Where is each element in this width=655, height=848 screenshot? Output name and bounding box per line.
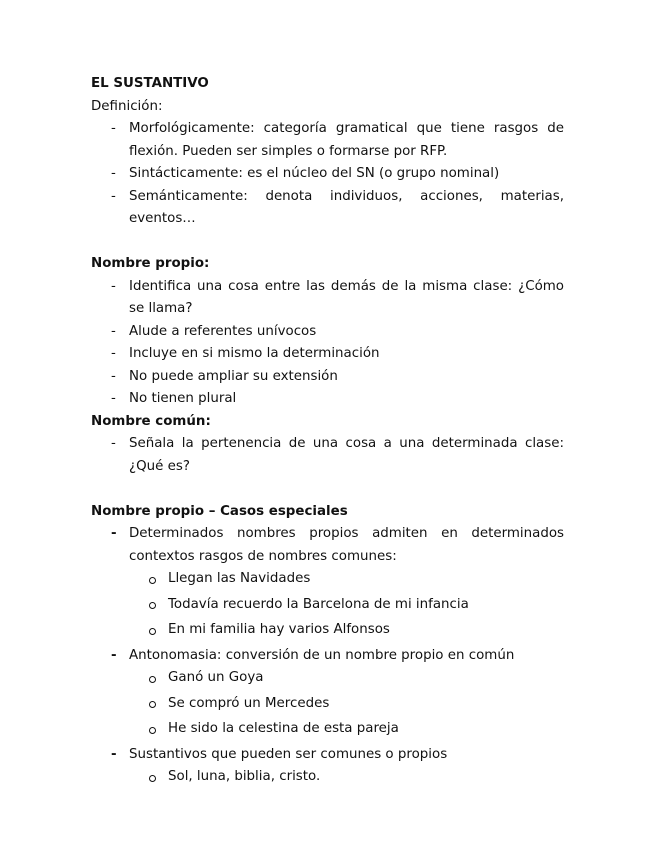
list-item: - Identifica una cosa entre las demás de la misma clase: ¿Cómo se llama? <box>111 278 564 316</box>
comun-list <box>91 433 564 478</box>
list-item: - No tienen plural <box>111 391 237 406</box>
list-item: - Alude a referentes unívocos <box>111 323 317 339</box>
sublist <box>129 667 564 741</box>
propio-heading: Nombre propio: <box>91 256 210 271</box>
sub-item: Se compró un Mercedes <box>91 693 564 716</box>
casos-heading: Nombre propio – Casos especiales <box>91 503 348 519</box>
list-item: - No puede ampliar su extensión <box>111 368 338 384</box>
list-item: - Sustantivos que pueden ser comunes o propios Sol, luna, biblia, cristo. <box>91 744 564 789</box>
definicion-list <box>91 118 564 231</box>
document-title: EL SUSTANTIVO <box>91 76 209 91</box>
document-page <box>91 73 564 792</box>
comun-heading: Nombre común: <box>91 413 211 429</box>
list-item: - Señala la pertenencia de una cosa a una determinada clase: ¿Qué es? <box>111 436 564 474</box>
sub-item: En mi familia hay varios Alfonsos <box>91 619 564 642</box>
sub-item: He sido la celestina de esta pareja <box>91 718 564 741</box>
casos-list <box>91 523 564 789</box>
list-item: - Determinados nombres propios admiten en determinados contextos rasgos de nombres comunes: Llegan las Navidades Todavía recuerdo la Barcelona de mi infancia En mi familia hay varios Alfonsos <box>91 523 564 642</box>
sublist <box>129 766 564 789</box>
sub-item: Todavía recuerdo la Barcelona de mi infancia <box>91 594 564 617</box>
list-item: - Morfológicamente: categoría gramatical que tiene rasgos de flexión. Pueden ser simples o formarse por RFP. <box>111 121 564 159</box>
sublist <box>129 568 564 642</box>
propio-list <box>91 276 564 411</box>
list-item: - Semánticamente: denota individuos, acciones, materias, eventos… <box>111 188 564 226</box>
sub-item: Sol, luna, biblia, cristo. <box>91 766 564 789</box>
sub-item: Llegan las Navidades <box>91 568 564 591</box>
sub-item: Ganó un Goya <box>91 667 564 690</box>
list-item: - Antonomasia: conversión de un nombre propio en común Ganó un Goya Se compró un Mercedes He sido la celestina de esta pareja <box>91 645 564 741</box>
list-item: - Sintácticamente: es el núcleo del SN (o grupo nominal) <box>111 166 500 181</box>
definicion-label: Definición: <box>91 98 163 114</box>
list-item: - Incluye en si mismo la determinación <box>111 346 380 361</box>
